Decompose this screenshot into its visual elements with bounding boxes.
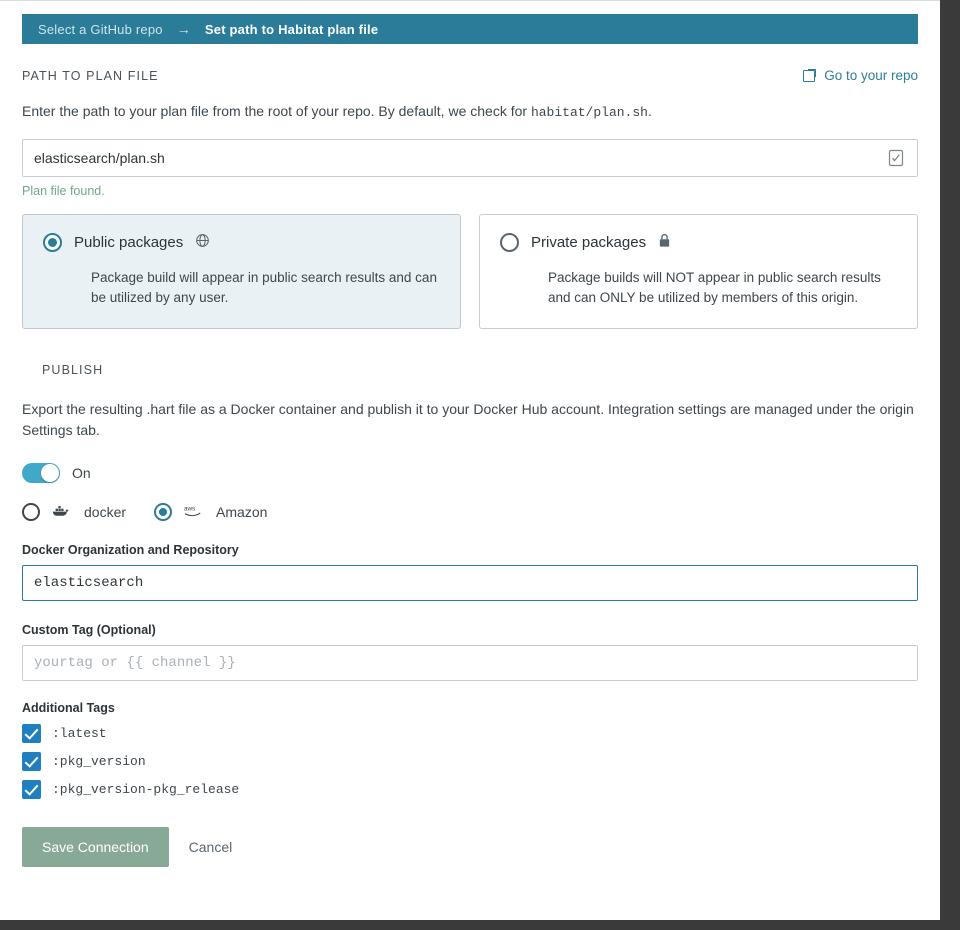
- private-packages-head: [500, 233, 897, 252]
- path-section-header: [22, 68, 918, 83]
- docker-org-repo-label: Docker Organization and Repository: [22, 543, 239, 558]
- tag-checkbox-pkg-version-release[interactable]: [22, 780, 41, 799]
- publish-toggle-row: [22, 463, 918, 483]
- private-packages-card[interactable]: [479, 214, 918, 330]
- public-packages-description: Package build will appear in public search results and can be utilized by any user.: [91, 269, 437, 306]
- svg-text:aws: aws: [184, 505, 196, 513]
- public-packages-head: [43, 233, 440, 252]
- cancel-button[interactable]: Cancel: [188, 839, 233, 856]
- check-document-icon: [886, 148, 906, 168]
- custom-tag-input[interactable]: [22, 645, 918, 681]
- go-to-repo-label: Go to your repo: [824, 68, 918, 83]
- path-description-suffix: .: [647, 103, 652, 119]
- wizard-breadcrumb: [22, 14, 918, 44]
- custom-tag-label: Custom Tag (Optional): [22, 623, 156, 638]
- private-packages-radio[interactable]: [500, 233, 519, 252]
- publish-section-title: PUBLISH: [42, 363, 104, 378]
- tag-checkbox-pkg-version[interactable]: [22, 752, 41, 771]
- tag-label-latest: :latest: [52, 726, 107, 742]
- provider-amazon-radio[interactable]: [154, 503, 172, 521]
- provider-amazon-label: Amazon: [216, 504, 268, 521]
- publish-toggle-label: On: [72, 465, 91, 482]
- docker-org-repo-input[interactable]: [22, 565, 918, 601]
- path-section-title: PATH TO PLAN FILE: [22, 68, 159, 83]
- tag-row-pkg-version[interactable]: [22, 752, 918, 771]
- globe-icon: [195, 233, 210, 251]
- plan-path-field-wrap: [22, 139, 918, 177]
- tag-row-latest[interactable]: [22, 724, 918, 743]
- path-description-prefix: Enter the path to your plan file from the root of your repo. By default, we check for: [22, 103, 531, 119]
- docker-whale-icon: [52, 504, 70, 520]
- publish-description: Export the resulting .hart file as a Docker container and publish it to your Docker Hub account. Integration settings are managed under the origin Settings tab.: [22, 401, 914, 439]
- save-connection-button[interactable]: Save Connection: [22, 827, 169, 867]
- publish-provider-row: [22, 503, 918, 521]
- tag-label-pkg-version-release: :pkg_version-pkg_release: [52, 782, 240, 798]
- publish-toggle[interactable]: [22, 463, 60, 483]
- tag-checkbox-latest[interactable]: [22, 724, 41, 743]
- lock-icon: [658, 233, 671, 251]
- provider-docker-radio[interactable]: [22, 503, 40, 521]
- tag-row-pkg-version-release[interactable]: [22, 780, 918, 799]
- package-visibility-options: [22, 214, 918, 330]
- toggle-knob: [41, 464, 59, 482]
- private-packages-title: Private packages: [531, 233, 647, 251]
- additional-tags-label: Additional Tags: [22, 701, 115, 716]
- arrow-right-icon: →: [176, 21, 191, 37]
- plan-file-status: Plan file found.: [22, 183, 105, 198]
- external-link-icon: [803, 69, 816, 82]
- public-packages-radio[interactable]: [43, 233, 62, 252]
- aws-icon: [184, 504, 202, 520]
- path-description: [22, 101, 918, 123]
- path-description-code: habitat/plan.sh: [530, 105, 648, 120]
- form-actions: [22, 827, 918, 867]
- connection-wizard: [22, 14, 918, 867]
- bottom-gutter: [0, 920, 960, 930]
- provider-docker-label: docker: [84, 504, 127, 521]
- breadcrumb-step-set-path[interactable]: Set path to Habitat plan file: [204, 21, 379, 37]
- private-packages-description: Package builds will NOT appear in public search results and can ONLY be utilized by members of this origin.: [548, 269, 881, 306]
- tag-label-pkg-version: :pkg_version: [52, 754, 146, 770]
- public-packages-title: Public packages: [74, 233, 184, 251]
- right-gutter: [940, 0, 960, 930]
- go-to-repo-link[interactable]: [803, 68, 918, 83]
- plan-path-input[interactable]: [22, 139, 918, 177]
- top-divider: [0, 0, 940, 1]
- breadcrumb-step-select-repo[interactable]: Select a GitHub repo: [38, 21, 163, 37]
- public-packages-card[interactable]: [22, 214, 461, 330]
